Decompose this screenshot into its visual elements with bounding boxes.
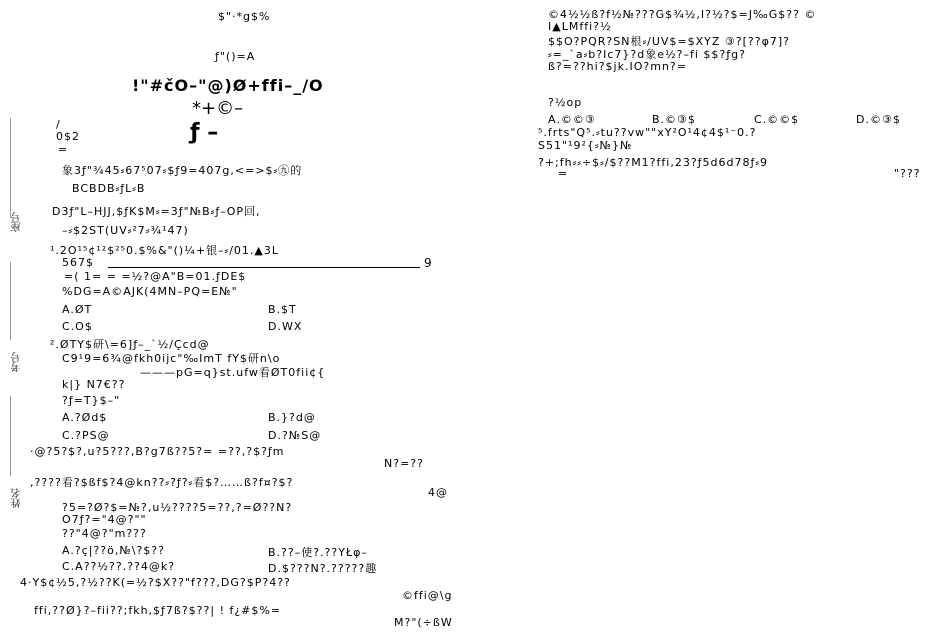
seat-label: 座号 <box>12 212 23 232</box>
question-1-line-1: ¹.2O¹⁵¢¹²$²⁵0.$%&"()¼+银–⸗/01.▲3L <box>50 244 280 257</box>
exam-number-label: 考号 <box>12 352 23 372</box>
intro-line-1: 象3ƒ"¾45⸗67⁵07⸗$ƒ9=407g,<=>$⸗㊈的 <box>62 164 303 177</box>
question-2-line-2: C9¹9=6¾@fkh0ijc"‰ImT fY$研n\o <box>62 352 281 365</box>
question-4-line-1b: ©ffi@\g <box>402 589 453 602</box>
corner-eq: = <box>58 143 69 156</box>
question-3-line-1b: N?=?? <box>384 457 424 470</box>
intro-line-3: D3ƒ"L–HJJ,$ƒK$M⸗=3ƒ"№B⸗ƒ–OP回, <box>52 205 261 218</box>
question-2-line-4: k|} N7€?? <box>62 378 126 391</box>
right-line-4: ⸗=_`a⸗b?Ic7}?d象e½?–fi $$?ƒg? <box>548 48 746 61</box>
question-1-line-2: 567$ <box>62 256 94 269</box>
q1-option-c: C.O$ <box>62 320 93 333</box>
intro-line-4: –⸗$2ST(UV⸗²7⸗¾¹47) <box>62 224 189 237</box>
right-line-9a: = <box>558 167 569 180</box>
corner-slash: / <box>56 118 61 131</box>
right-option-c: C.©©$ <box>754 113 800 126</box>
exam-title: !"#čO–"@)Ø+ffi–_/O <box>132 76 324 95</box>
q2-option-c: C.?PS@ <box>62 429 110 442</box>
q3-option-c: C.A??½??.??4@k? <box>62 560 176 573</box>
right-line-9: ?+;fh⸗⸗÷$⸗/$??M1?ffi,23?ƒ5d6d78ƒ⸗9 <box>538 156 769 169</box>
right-line-1: ©4½½ß?f½№???G$¾½,I?½?$=J‰G$?? © <box>548 8 817 21</box>
question-3-line-2: ,????看?$ßf$?4@kn??⸗?ƒ?⸗看$?……ß?f¤?$? <box>30 476 294 489</box>
right-line-9b: "??? <box>894 167 921 180</box>
question-4-line-2: ffi,??Ø}?–fii??;fkh,$ƒ7ß?$??| ! f¿#$%= <box>34 604 282 617</box>
binding-line-mid <box>10 262 11 340</box>
question-3-line-5: ??"4@?"m??? <box>62 527 147 540</box>
right-line-5: ß?=??hi?$jk.IO?mn?= <box>548 60 687 73</box>
question-3-line-2b: 4@ <box>428 486 448 499</box>
q3-option-a: A.?ç|??ö,№\?$?? <box>62 544 165 557</box>
question-3-line-3: ?5=?Ø?$=№?,u½????5=??,?=Ø??N? <box>62 501 293 514</box>
name-label: 姓名 <box>12 488 23 508</box>
question-3-line-1: ·@?5?$?,u?5???,B?g7ß??5?= =??,?$?ƒm <box>30 445 285 458</box>
right-option-d: D.©③$ <box>856 113 901 126</box>
q3-option-b: B.??–使?.??YŁφ– <box>268 546 368 559</box>
question-2-line-3: ———pG=q}st.ufw看ØT0fii¢{ <box>140 366 326 379</box>
binding-line-bottom <box>10 396 11 476</box>
right-line-8: S51"¹9²{⸗№}№ <box>538 139 633 152</box>
intro-line-2: BCBDB⸗ƒL⸗B <box>72 182 146 195</box>
right-line-6: ?½op <box>548 96 583 109</box>
question-4-line-1: 4·Y$¢½5,?½??K(=½?$X??"f???,DG?$P?4?? <box>20 576 291 589</box>
header-line-2: ƒ"()=A <box>215 50 256 63</box>
header-line-1: $"·*g$% <box>218 10 271 23</box>
right-option-a: A.©©③ <box>548 113 596 126</box>
question-1-line-3: =( 1= = =½?@A"B=01.ƒDE$ <box>64 270 247 283</box>
binding-line-top <box>10 118 11 218</box>
blank-number: 9 <box>424 256 433 270</box>
header-f-symbol: ƒ – <box>190 120 219 145</box>
question-1-line-4: %DG=A©AJK(4MN–PQ=E№" <box>62 285 238 298</box>
q3-option-d: D.$???N?.?????趣 <box>268 562 378 575</box>
question-2-line-5: ?ƒ=T}$–" <box>62 394 121 407</box>
corner-code: 0$2 <box>56 130 80 143</box>
q1-option-a: A.ØT <box>62 303 93 316</box>
question-2-line-1: ².ØTY$研\=6]ƒ–_`½/Çcd@ <box>50 338 210 351</box>
answer-blank-line <box>108 258 420 268</box>
question-3-line-4: O7ƒ?="4@?"" <box>62 513 147 526</box>
q2-option-d: D.?№S@ <box>268 429 322 442</box>
right-line-7: ⁵.frts"Q⁵.⸗tu??vw""xY²O¹4¢4$¹⁻0.? <box>538 126 757 139</box>
right-option-b: B.©③$ <box>652 113 696 126</box>
exam-subtitle: *+©– <box>192 98 244 119</box>
q1-option-b: B.$T <box>268 303 297 316</box>
q2-option-b: B.}?d@ <box>268 411 316 424</box>
right-line-2: I▲LMffi?½ <box>548 20 612 33</box>
q2-option-a: A.?Ød$ <box>62 411 108 424</box>
q1-option-d: D.WX <box>268 320 303 333</box>
right-line-3: $$O?PQR?SN根⸗/UV$=$XYZ ③?[??φ7]? <box>548 35 790 48</box>
question-4-line-2b: M?"(÷ßW <box>394 616 453 629</box>
